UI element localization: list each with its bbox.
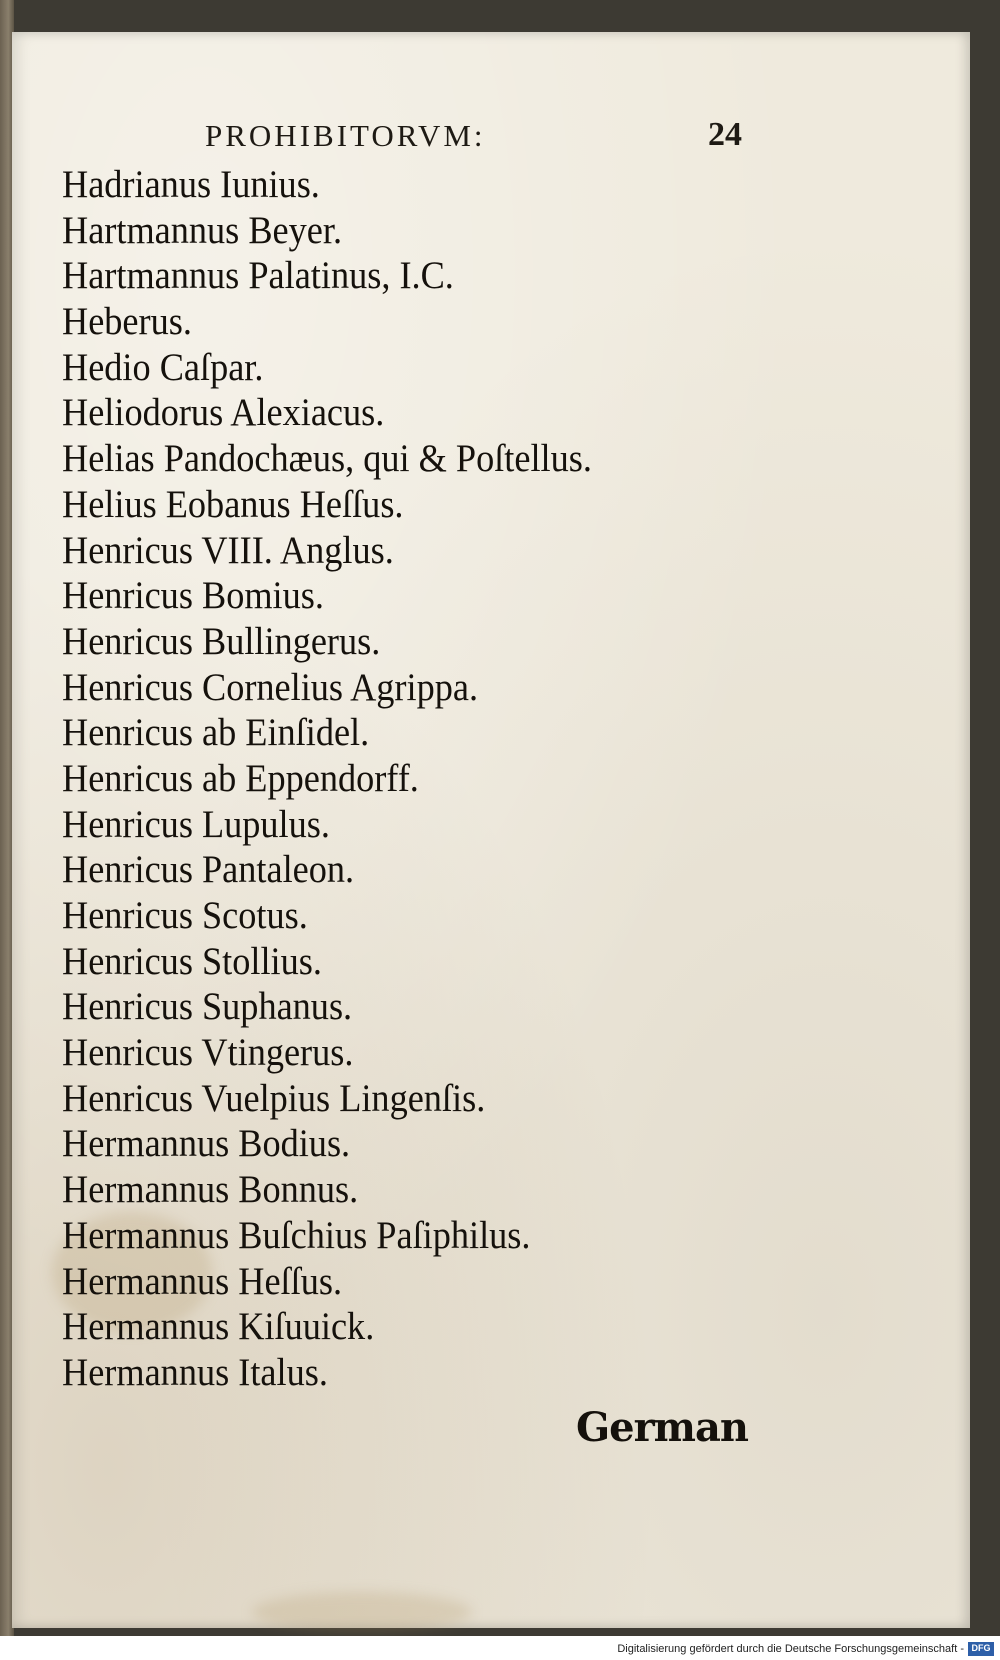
list-item: Henricus Scotus. xyxy=(62,894,308,937)
list-item: Hermannus Kiſuuick. xyxy=(62,1305,375,1349)
list-item: Henricus Pantaleon. xyxy=(62,848,355,892)
list-item: Hermannus Bonnus. xyxy=(62,1168,359,1212)
list-item: Henricus Lupulus. xyxy=(62,802,330,846)
list-item: Hermannus Italus. xyxy=(62,1350,328,1394)
list-item: Henricus Vuelpius Lingenſis. xyxy=(62,1076,486,1120)
list-item: Hermannus Heſſus. xyxy=(62,1259,343,1303)
list-item: Hermannus Bodius. xyxy=(62,1122,351,1166)
list-item: Hartmannus Palatinus, I.C. xyxy=(62,254,454,298)
list-item: Helias Pandochæus, qui & Poſtellus. xyxy=(62,437,592,481)
list-item: Henricus ab Eppendorff. xyxy=(62,756,419,800)
list-item: Henricus Bomius. xyxy=(62,574,324,618)
list-item: Henricus Stollius. xyxy=(62,939,322,983)
list-item: Hermannus Buſchius Paſiphilus. xyxy=(62,1213,531,1257)
list-item: Henricus Cornelius Agrippa. xyxy=(62,665,479,709)
list-item: Helius Eobanus Heſſus. xyxy=(62,482,404,526)
page-number: 24 xyxy=(708,116,742,153)
footer-bar xyxy=(0,1636,1000,1660)
list-item: Henricus Suphanus. xyxy=(62,985,353,1029)
funding-credit: Digitalisierung gefördert durch die Deutsche Forschungsgemeinschaft - xyxy=(617,1643,964,1655)
list-item: Henricus VIII. Anglus. xyxy=(62,528,394,572)
author-name-list xyxy=(62,162,632,1396)
list-item: Hedio Caſpar. xyxy=(62,345,264,389)
running-head: PROHIBITORVM: xyxy=(205,118,486,153)
list-item: Henricus Bullingerus. xyxy=(62,619,381,663)
list-item: Heliodorus Alexiacus. xyxy=(62,391,385,435)
paper-stain xyxy=(252,1592,472,1632)
dfg-logo xyxy=(968,1642,994,1656)
catchword: German xyxy=(576,1404,749,1451)
list-item: Henricus Vtingerus. xyxy=(62,1031,354,1075)
list-item: Hadrianus Iunius. xyxy=(62,163,320,206)
dfg-logo-label: DFG xyxy=(971,1643,991,1653)
list-item: Henricus ab Einſidel. xyxy=(62,711,370,755)
list-item: Heberus. xyxy=(62,300,192,344)
list-item: Hartmannus Beyer. xyxy=(62,208,343,252)
